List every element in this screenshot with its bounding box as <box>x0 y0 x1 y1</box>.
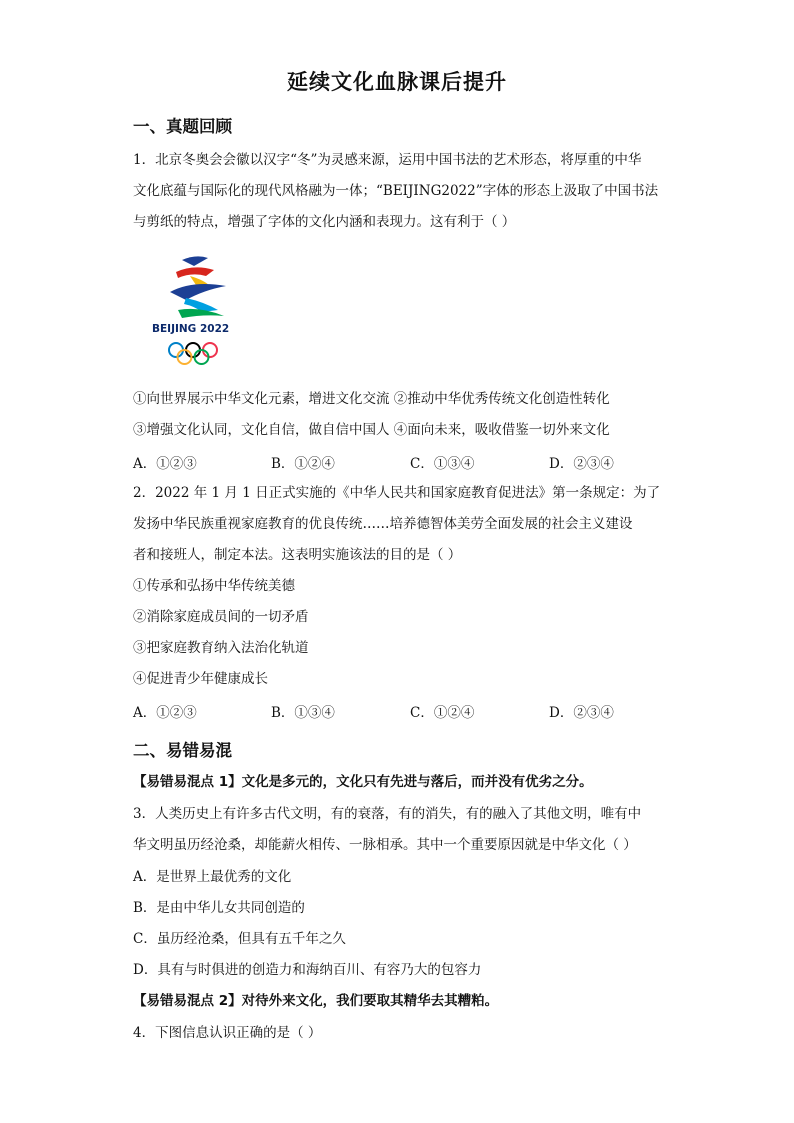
q3-text-line: 3．人类历史上有许多古代文明，有的衰落，有的消失，有的融入了其他文明，唯有中 <box>133 806 642 822</box>
q2-text-line: 2．2022 年 1 月 1 日正式实施的《中华人民共和国家庭教育促进法》第一条规定：为了 <box>133 485 661 501</box>
q3-option-d: D．具有与时俱进的创造力和海纳百川、有容乃大的包容力 <box>133 962 482 978</box>
q3-text-line: 华文明虽历经沧桑，却能薪火相传、一脉相承。其中一个重要原因就是中华文化（ ） <box>133 837 637 853</box>
q4-text-line: 4．下图信息认识正确的是（ ） <box>133 1025 322 1041</box>
q3-option-a: A．是世界上最优秀的文化 <box>133 869 292 885</box>
q2-option-c: C．①②④ <box>410 705 475 721</box>
q1-option-b: B．①②④ <box>271 456 335 472</box>
q2-text-line: 者和接班人，制定本法。这表明实施该法的目的是（ ） <box>133 547 462 563</box>
q2-item-line: ③把家庭教育纳入法治化轨道 <box>133 640 309 656</box>
q2-item-line: ②消除家庭成员间的一切矛盾 <box>133 609 309 625</box>
q2-text-line: 发扬中华民族重视家庭教育的优良传统……培养德智体美劳全面发展的社会主义建设 <box>133 516 633 532</box>
q2-option-b: B．①③④ <box>271 705 335 721</box>
olympic-rings-icon <box>169 343 217 364</box>
emblem-dong-character-icon <box>170 256 226 318</box>
pitfall-point-1: 【易错易混点 1】文化是多元的，文化只有先进与落后，而并没有优劣之分。 <box>133 774 593 790</box>
q2-item-line: ①传承和弘扬中华传统美德 <box>133 578 295 594</box>
q1-item-line: ③增强文化认同，文化自信，做自信中国人 ④面向未来，吸收借鉴一切外来文化 <box>133 422 610 438</box>
section-heading-review: 一、真题回顾 <box>133 117 232 136</box>
q1-option-c: C．①③④ <box>410 456 475 472</box>
q2-option-d: D．②③④ <box>549 705 614 721</box>
q1-text-line: 1．北京冬奥会会徽以汉字“冬”为灵感来源，运用中国书法的艺术形态，将厚重的中华 <box>133 152 642 168</box>
pitfall-point-2: 【易错易混点 2】对待外来文化，我们要取其精华去其糟粕。 <box>133 993 499 1009</box>
q1-option-a: A．①②③ <box>133 456 197 472</box>
q3-option-b: B．是由中华儿女共同创造的 <box>133 900 305 916</box>
beijing-2022-emblem-image <box>148 252 248 370</box>
q2-option-a: A．①②③ <box>133 705 197 721</box>
section-heading-pitfalls: 二、易错易混 <box>133 741 232 760</box>
q1-option-d: D．②③④ <box>549 456 614 472</box>
q1-text-line: 文化底蕴与国际化的现代风格融为一体；“BEIJING2022”字体的形态上汲取了中国书法 <box>133 183 659 199</box>
emblem-text: BEIJING 2022 <box>152 323 230 335</box>
q1-item-line: ①向世界展示中华文化元素，增进文化交流 ②推动中华优秀传统文化创造性转化 <box>133 391 610 407</box>
page-title: 延续文化血脉课后提升 <box>287 70 507 94</box>
q2-item-line: ④促进青少年健康成长 <box>133 671 268 687</box>
q3-option-c: C．虽历经沧桑，但具有五千年之久 <box>133 931 346 947</box>
q1-text-line: 与剪纸的特点，增强了字体的文化内涵和表现力。这有利于（ ） <box>133 214 516 230</box>
